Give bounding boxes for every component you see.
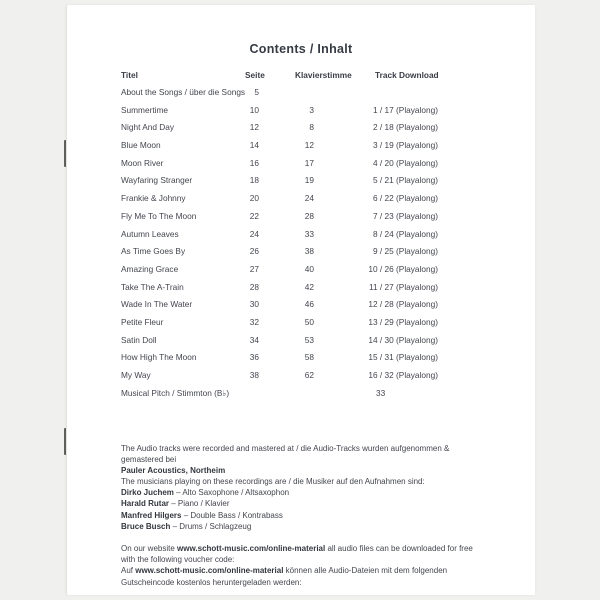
table-row (121, 193, 438, 211)
recording-note (121, 443, 493, 477)
table-row (121, 264, 438, 282)
table-row (121, 282, 438, 300)
piano-part-page: 33 (304, 228, 314, 239)
musician-line: Harald Rutar – Piano / Klavier (121, 499, 230, 509)
track-download: 5 / 21 (Playalong) (372, 175, 438, 186)
song-title: Wade In The Water (121, 299, 193, 310)
page-number: 12 (249, 122, 259, 133)
table-row (121, 299, 438, 317)
song-title: Take The A-Train (121, 281, 184, 292)
piano-part-page: 3 (309, 104, 314, 115)
table-row (121, 158, 438, 176)
table-row (121, 211, 438, 229)
contents-page (66, 5, 535, 595)
page-number: 14 (249, 140, 259, 151)
song-title: Frankie & Johnny (121, 193, 186, 204)
song-title: Summertime (121, 104, 169, 115)
track-download: 3 / 19 (Playalong) (372, 140, 438, 151)
piano-part-page: 46 (304, 299, 314, 310)
track-download: 13 / 29 (Playalong) (368, 316, 438, 327)
song-title: Fly Me To The Moon (121, 210, 197, 221)
track-download: 7 / 23 (Playalong) (372, 210, 438, 221)
song-title: Satin Doll (121, 334, 157, 345)
table-row (121, 246, 438, 264)
page-number: 26 (249, 246, 259, 257)
piano-part-page: 17 (304, 157, 314, 168)
table-row (121, 335, 438, 353)
table-row (121, 87, 438, 105)
download-de-suffix: können alle Audio-Dateien mit dem folgenden Gutscheincode kostenlos heruntergeladen werden: (121, 566, 448, 587)
table-row (121, 388, 438, 406)
recording-text: The Audio tracks were recorded and mastered at / die Audio-Tracks wurden aufgenommen & gemastered bei (121, 444, 450, 465)
piano-part-page: 8 (309, 122, 314, 133)
musicians-list (121, 487, 493, 532)
contents-rows (121, 87, 438, 405)
song-title: Autumn Leaves (121, 228, 179, 239)
page-number: 34 (249, 334, 259, 345)
header-klavierstimme: Klavierstimme (295, 70, 352, 80)
song-title: Blue Moon (121, 140, 161, 151)
page-number: 5 (254, 87, 259, 97)
song-title: Moon River (121, 157, 164, 168)
piano-part-page: 24 (304, 193, 314, 204)
table-row (121, 140, 438, 158)
page-number: 22 (249, 210, 259, 221)
table-row (121, 122, 438, 140)
download-de-prefix: Auf (121, 566, 136, 576)
download-en-suffix: all audio files can be downloaded for free with the following voucher code: (121, 544, 473, 565)
table-row (121, 229, 438, 247)
piano-part-page: 42 (304, 281, 314, 292)
piano-part-page: 40 (304, 263, 314, 274)
musicians-intro: The musicians playing on these recordings are / die Musiker auf den Aufnahmen sind: (121, 477, 425, 486)
song-title: How High The Moon (121, 352, 197, 363)
musicians-section (121, 476, 493, 532)
track-download: 12 / 28 (Playalong) (368, 299, 438, 310)
track-download: 6 / 22 (Playalong) (372, 193, 438, 204)
song-title: Night And Day (121, 122, 175, 133)
song-title: My Way (121, 370, 151, 380)
track-download: 14 / 30 (Playalong) (368, 334, 438, 345)
page-title: Contents / Inhalt (249, 42, 353, 56)
piano-part-page: 50 (304, 316, 314, 327)
track-download: 10 / 26 (Playalong) (368, 263, 438, 274)
table-header-row (121, 70, 438, 87)
song-title: Petite Fleur (121, 316, 164, 327)
recording-studio: Pauler Acoustics, Northeim (121, 466, 226, 476)
header-titel: Titel (121, 70, 138, 80)
table-row (121, 370, 438, 388)
track-download: 16 / 32 (Playalong) (368, 370, 438, 380)
piano-part-page: 19 (304, 175, 314, 186)
musician-name: Manfred Hilgers (121, 510, 182, 520)
piano-part-page: 58 (304, 352, 314, 363)
header-track-download: Track Download (375, 70, 439, 80)
table-row (121, 352, 438, 370)
song-title: About the Songs / über die Songs (121, 87, 246, 97)
track-download: 1 / 17 (Playalong) (372, 104, 438, 115)
musician-line: Manfred Hilgers – Double Bass / Kontrabass (121, 510, 283, 520)
page-number: 32 (249, 316, 259, 327)
piano-part-page: 38 (304, 246, 314, 257)
track-download: 33 (376, 387, 386, 398)
musician-name: Bruce Busch (121, 521, 171, 531)
page-number: 28 (249, 281, 259, 292)
song-title: Musical Pitch / Stimmton (B♭) (121, 387, 230, 398)
musician-name: Dirko Juchem (121, 488, 174, 498)
piano-part-page: 28 (304, 210, 314, 221)
page-number: 27 (249, 263, 259, 274)
musician-name: Harald Rutar (121, 499, 170, 509)
download-de-url: www.schott-music.com/online-material (135, 566, 284, 576)
page-number: 20 (249, 193, 259, 204)
song-title: As Time Goes By (121, 246, 186, 257)
download-en-prefix: On our website (121, 544, 178, 553)
download-en-url: www.schott-music.com/online-material (177, 544, 326, 553)
download-note-de (121, 565, 477, 587)
song-title: Wayfaring Stranger (121, 175, 193, 186)
track-download: 8 / 24 (Playalong) (372, 228, 438, 239)
table-row (121, 105, 438, 123)
page-number: 30 (249, 299, 259, 310)
table-row (121, 175, 438, 193)
page-number: 24 (249, 228, 259, 239)
track-download: 15 / 31 (Playalong) (368, 352, 438, 363)
contents-table (121, 70, 438, 405)
page-number: 18 (249, 175, 259, 186)
track-download: 9 / 25 (Playalong) (372, 246, 438, 257)
song-title: Amazing Grace (121, 263, 179, 274)
page-number: 36 (249, 352, 259, 363)
track-download: 4 / 20 (Playalong) (372, 157, 438, 168)
track-download: 11 / 27 (Playalong) (368, 281, 438, 292)
musician-line: Dirko Juchem – Alto Saxophone / Altsaxophon (121, 488, 290, 498)
piano-part-page: 53 (304, 334, 314, 345)
table-row (121, 317, 438, 335)
piano-part-page: 62 (304, 370, 314, 380)
page-number: 10 (249, 104, 259, 115)
track-download: 2 / 18 (Playalong) (372, 122, 438, 133)
page-number: 16 (249, 157, 259, 168)
musician-line: Bruce Busch – Drums / Schlagzeug (121, 521, 252, 531)
page-number: 38 (249, 370, 259, 380)
download-note (121, 543, 477, 588)
piano-part-page: 12 (304, 140, 314, 151)
header-seite: Seite (245, 70, 265, 80)
download-note-en (121, 543, 477, 565)
